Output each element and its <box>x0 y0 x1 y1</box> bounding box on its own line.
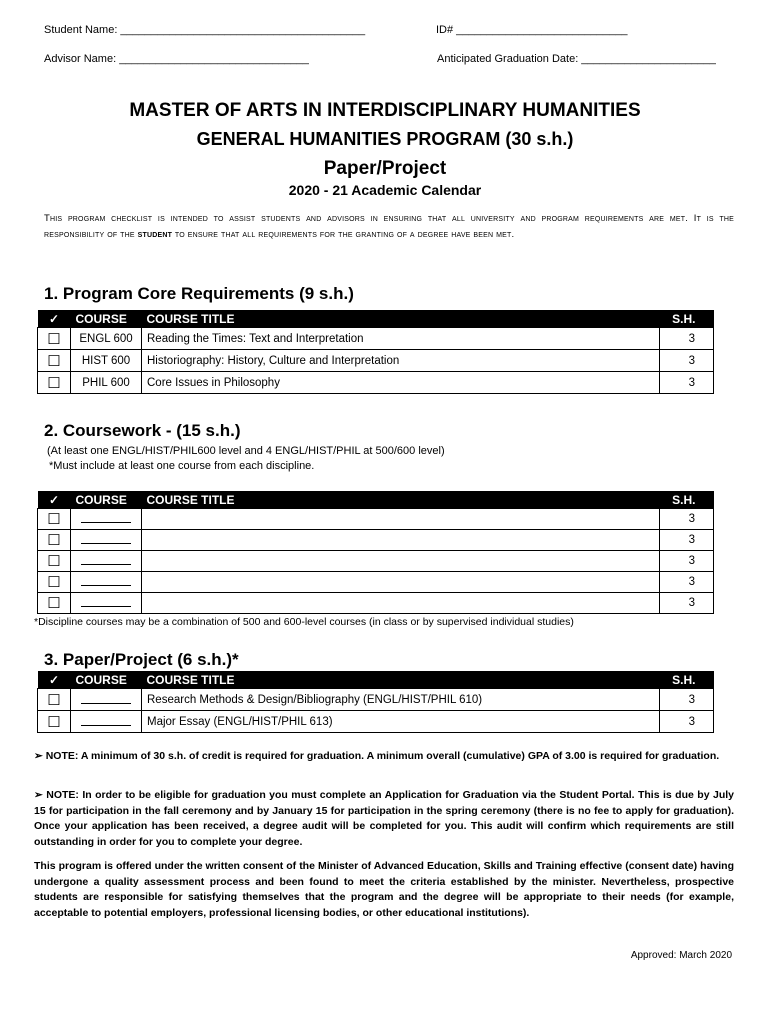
academic-calendar: 2020 - 21 Academic Calendar <box>288 182 482 198</box>
paper-project-table <box>37 671 714 733</box>
course-title: Historiography: History, Culture and Interpretation <box>142 350 660 372</box>
checkbox[interactable]: ☐ <box>38 551 71 572</box>
course-code-blank[interactable] <box>71 530 142 551</box>
course-title-column-header: COURSE TITLE <box>142 491 660 509</box>
course-column-header: COURSE <box>71 491 142 509</box>
course-credits: 3 <box>660 689 714 711</box>
course-credits: 3 <box>660 328 714 350</box>
course-code-blank[interactable] <box>71 572 142 593</box>
graduation-application-note: ➢ NOTE: In order to be eligible for graduation you must complete an Application for Graduation via the Student Portal. This is due by July 15 for participation in the fall ceremony and by January 15 for participation in the spring ceremony (there is no fee to apply for graduation). Once your application has been received, a degree audit will be completed for you. This audit will confirm which requirements are still outstanding in order for you to complete your degree. <box>34 789 734 848</box>
course-title: Core Issues in Philosophy <box>142 372 660 394</box>
coursework-requirement-note: (At least one ENGL/HIST/PHIL600 level and 4 ENGL/HIST/PHIL at 500/600 level) <box>47 445 445 457</box>
sh-column-header: S.H. <box>660 310 714 328</box>
course-title-blank[interactable] <box>142 593 660 614</box>
course-column-header: COURSE <box>71 671 142 689</box>
course-title-column-header: COURSE TITLE <box>142 310 660 328</box>
table-row <box>38 551 714 572</box>
coursework-heading: 2. Coursework - (15 s.h.) <box>44 421 241 440</box>
course-code: HIST 600 <box>71 350 142 372</box>
checkbox[interactable]: ☐ <box>38 593 71 614</box>
course-credits: 3 <box>660 593 714 614</box>
course-code-blank[interactable] <box>71 689 142 711</box>
checkbox[interactable]: ☐ <box>38 372 71 394</box>
table-row <box>38 572 714 593</box>
checkbox[interactable]: ☐ <box>38 572 71 593</box>
course-title: Reading the Times: Text and Interpretation <box>142 328 660 350</box>
course-credits: 3 <box>660 551 714 572</box>
course-code: ENGL 600 <box>71 328 142 350</box>
course-credits: 3 <box>660 372 714 394</box>
program-subtitle: GENERAL HUMANITIES PROGRAM (30 s.h.) <box>196 129 574 149</box>
course-credits: 3 <box>660 509 714 530</box>
checkbox[interactable]: ☐ <box>38 350 71 372</box>
checkbox[interactable]: ☐ <box>38 328 71 350</box>
check-column-header: ✓ <box>38 491 71 509</box>
sh-column-header: S.H. <box>660 491 714 509</box>
approved-date: Approved: March 2020 <box>630 950 732 961</box>
table-row <box>38 530 714 551</box>
student-name-field[interactable]: Student Name: ________________________________________ <box>44 24 366 36</box>
check-column-header: ✓ <box>38 310 71 328</box>
graduation-date-field[interactable]: Anticipated Graduation Date: ______________________ <box>437 53 716 65</box>
checkbox[interactable]: ☐ <box>38 711 71 733</box>
course-code-blank[interactable] <box>71 509 142 530</box>
table-row <box>38 711 714 733</box>
student-emphasis: student <box>137 229 173 240</box>
course-code: PHIL 600 <box>71 372 142 394</box>
paper-project-heading: 3. Paper/Project (6 s.h.)* <box>44 650 239 669</box>
coursework-discipline-note: *Must include at least one course from each discipline. <box>49 460 315 472</box>
course-code-blank[interactable] <box>71 551 142 572</box>
course-title-blank[interactable] <box>142 509 660 530</box>
course-title-blank[interactable] <box>142 530 660 551</box>
course-title-blank[interactable] <box>142 551 660 572</box>
check-column-header: ✓ <box>38 671 71 689</box>
sh-column-header: S.H. <box>660 671 714 689</box>
table-row <box>38 593 714 614</box>
option-title: Paper/Project <box>323 158 447 179</box>
intro-paragraph: This program checklist is intended to assist students and advisors in ensuring that all university and program requirements are met. It is the responsibility of the student to ensure that all requirements for the granting of a degree have been met. <box>44 213 734 240</box>
checkbox[interactable]: ☐ <box>38 509 71 530</box>
course-credits: 3 <box>660 711 714 733</box>
table-row <box>38 372 714 394</box>
program-title: MASTER OF ARTS IN INTERDISCIPLINARY HUMANITIES <box>129 100 641 121</box>
advisor-name-field[interactable]: Advisor Name: _______________________________ <box>44 53 309 65</box>
course-code-blank[interactable] <box>71 593 142 614</box>
checkbox[interactable]: ☐ <box>38 530 71 551</box>
course-credits: 3 <box>660 350 714 372</box>
course-title: Research Methods & Design/Bibliography (ENGL/HIST/PHIL 610) <box>142 689 660 711</box>
core-requirements-table <box>37 310 714 394</box>
course-credits: 3 <box>660 572 714 593</box>
table-row <box>38 509 714 530</box>
checkbox[interactable]: ☐ <box>38 689 71 711</box>
course-title-column-header: COURSE TITLE <box>142 671 660 689</box>
student-id-field[interactable]: ID# ____________________________ <box>436 24 628 36</box>
discipline-footnote: *Discipline courses may be a combination of 500 and 600-level courses (in class or by supervised individual studies) <box>34 616 574 628</box>
coursework-table <box>37 491 714 614</box>
core-requirements-heading: 1. Program Core Requirements (9 s.h.) <box>44 284 354 303</box>
table-row <box>38 328 714 350</box>
table-row <box>38 689 714 711</box>
ministerial-consent-note: This program is offered under the written consent of the Minister of Advanced Education, Skills and Training effective (consent date) having undergone a quality assessment process and been found to meet the criteria established by the minister. Nevertheless, prospective students are responsible for satisfying themselves that the program and the degree will be appropriate to their needs (for example, acceptable to potential employers, professional licensing bodies, or other educational institutions). <box>34 860 734 919</box>
course-code-blank[interactable] <box>71 711 142 733</box>
course-title: Major Essay (ENGL/HIST/PHIL 613) <box>142 711 660 733</box>
course-credits: 3 <box>660 530 714 551</box>
table-row <box>38 350 714 372</box>
credit-gpa-note: ➢ NOTE: A minimum of 30 s.h. of credit is required for graduation. A minimum overall (cumulative) GPA of 3.00 is required for graduation. <box>34 750 720 762</box>
course-column-header: COURSE <box>71 310 142 328</box>
course-title-blank[interactable] <box>142 572 660 593</box>
